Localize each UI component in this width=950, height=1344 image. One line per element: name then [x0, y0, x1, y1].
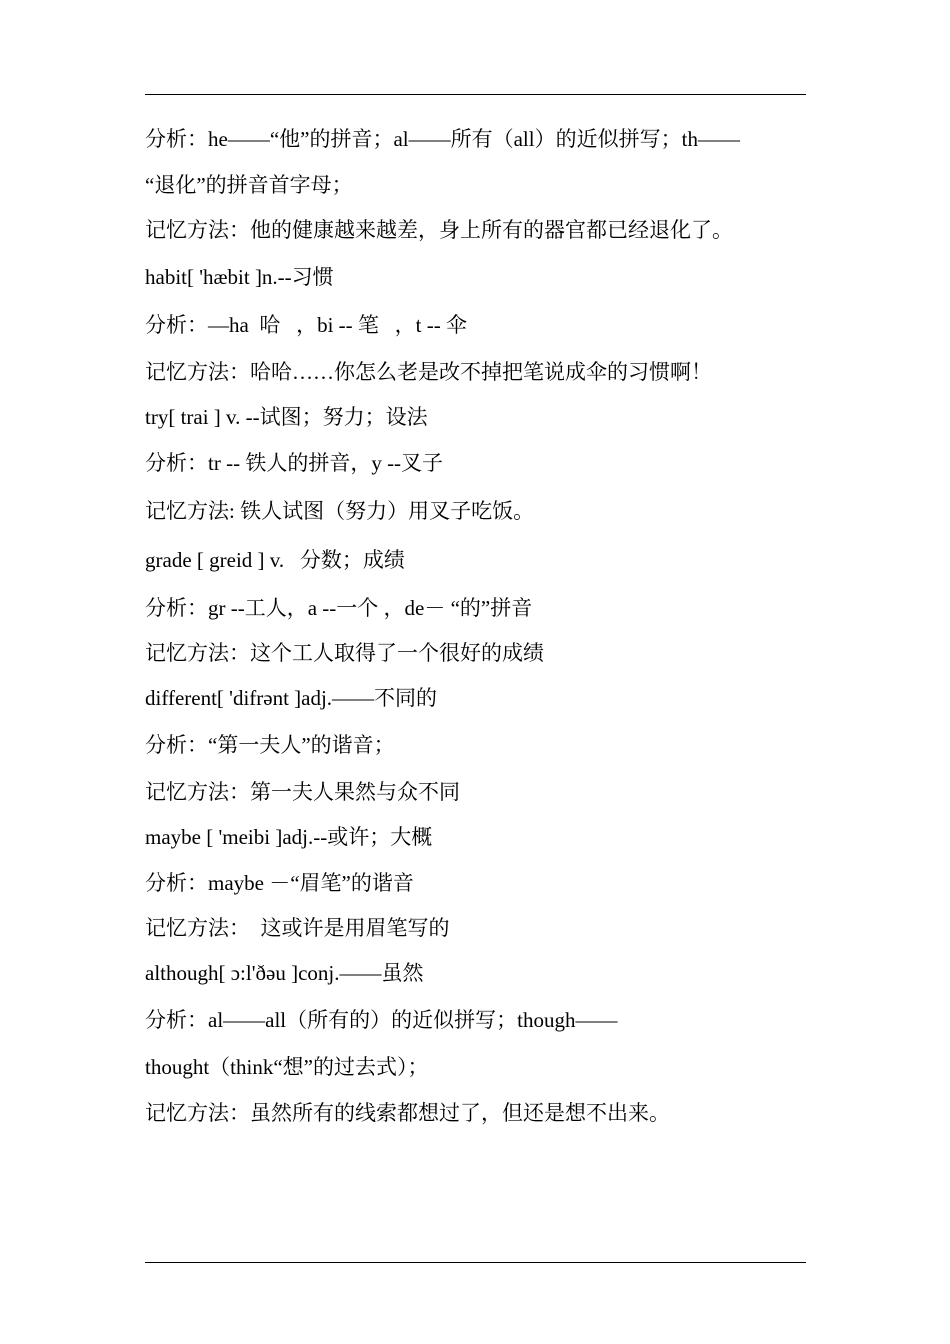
text-line: 分析：maybe －“眉笔”的谐音: [145, 871, 414, 895]
text-line: 分析：“第一夫人”的谐音；: [145, 733, 395, 757]
text-line: 记忆方法：虽然所有的线索都想过了，但还是想不出来。: [145, 1101, 670, 1125]
text-line: 记忆方法：第一夫人果然与众不同: [145, 780, 460, 804]
text-line: habit[ 'hæbit ]n.--习惯: [145, 265, 334, 289]
text-line: 记忆方法：哈哈……你怎么老是改不掉把笔说成伞的习惯啊！: [145, 360, 712, 384]
text-line: 分析：—ha 哈 ，bi -- 笔 ，t -- 伞: [145, 313, 467, 337]
text-line: “退化”的拼音首字母；: [145, 173, 353, 197]
text-line: grade [ greid ] v. 分数；成绩: [145, 548, 405, 572]
text-line: different[ 'difrənt ]adj.——不同的: [145, 686, 438, 710]
text-line: 分析：al——all（所有的）的近似拼写；though——: [145, 1008, 618, 1032]
text-line: 记忆方法： 这或许是用眉笔写的: [145, 916, 450, 940]
text-line: 分析：he——“他”的拼音；al——所有（all）的近似拼写；th——: [145, 127, 740, 151]
text-line: try[ trai ] v. --试图；努力；设法: [145, 405, 428, 429]
text-line: although[ ɔ:l'ðəu ]conj.——虽然: [145, 961, 424, 985]
text-line: 分析：gr --工人，a --一个 ，de－ “的”拼音: [145, 596, 533, 620]
text-line: 记忆方法：他的健康越来越差，身上所有的器官都已经退化了。: [145, 218, 733, 242]
footer-rule: [145, 1262, 806, 1263]
text-line: 记忆方法：这个工人取得了一个很好的成绩: [145, 641, 544, 665]
header-rule: [145, 94, 806, 95]
text-line: thought（think“想”的过去式）；: [145, 1055, 429, 1079]
text-line: 记忆方法: 铁人试图（努力）用叉子吃饭。: [145, 499, 535, 523]
text-line: maybe [ 'meibi ]adj.--或许；大概: [145, 825, 433, 849]
text-line: 分析：tr -- 铁人的拼音，y --叉子: [145, 451, 444, 475]
